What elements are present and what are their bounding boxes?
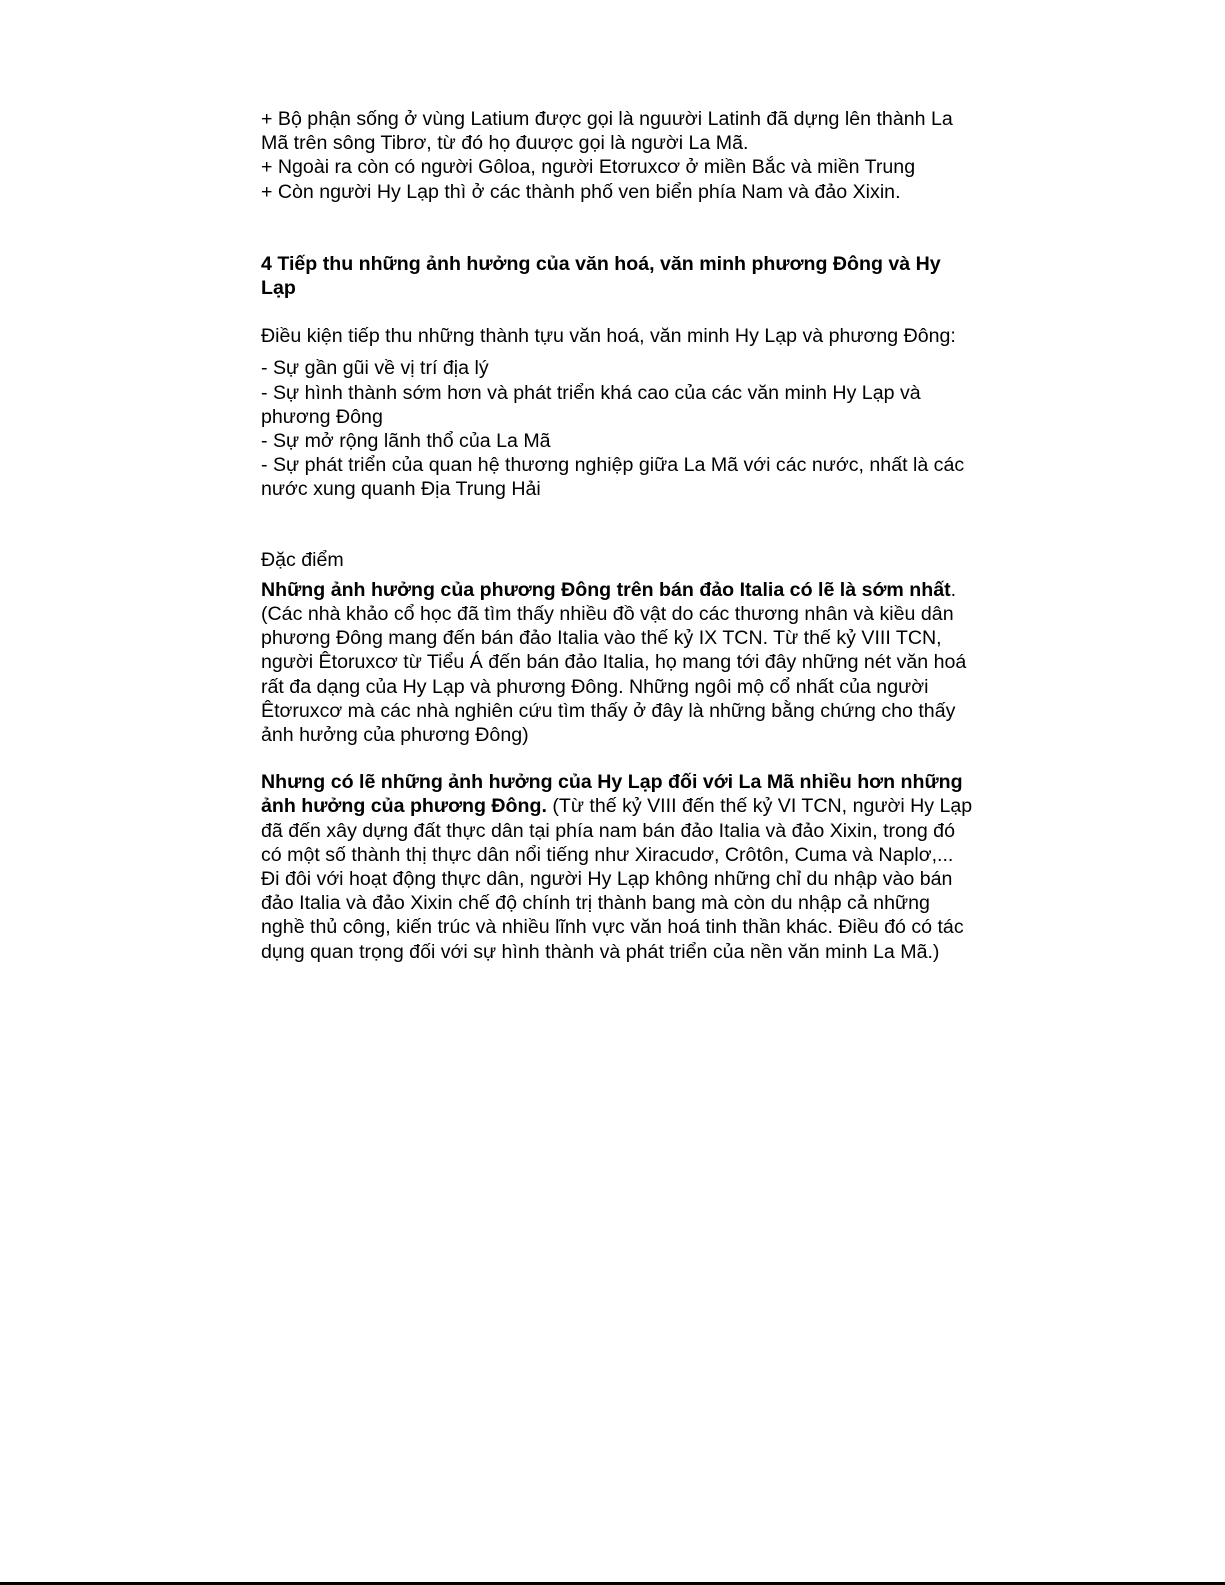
- paragraph-greek-text: (Từ thế kỷ VIII đến thế kỷ VI TCN, người Hy Lạp đã đến xây dựng đất thực dân tại phía nam bán đảo Italia và đảo Xixin, trong đó có một số thành thị thực dân nổi tiếng như Xiracudơ, Crôtôn, Cuma và Naplơ,... Đi đôi với hoạt động thực dân, người Hy Lạp không những chỉ du nhập vào bán đảo Italia và đảo Xixin chế độ chính trị thành bang mà còn du nhập cả những nghề thủ công, kiến trúc và nhiều lĩnh vực văn hoá tinh thần khác. Điều đó có tác dụng quan trọng đối với sự hình thành và phát triển của nền văn minh La Mã.): [261, 795, 973, 963]
- conditions-intro: Điều kiện tiếp thu những thành tựu văn hoá, văn minh Hy Lạp và phương Đông:: [261, 325, 956, 348]
- intro-line-latium: + Bộ phận sống ở vùng Latium được gọi là nguười Latinh đã dựng lên thành La Mã trên sông Tibrơ, từ đó họ đuược gọi là người La Mã.: [261, 108, 953, 155]
- condition-item: - Sự hình thành sớm hơn và phát triển khá cao của các văn minh Hy Lạp và phương Đông: [261, 381, 921, 428]
- paragraph-east-bold: Những ảnh hưởng của phương Đông trên bán đảo Italia có lẽ là sớm nhất: [261, 578, 951, 601]
- intro-line-greeks: + Còn người Hy Lạp thì ở các thành phố ven biển phía Nam và đảo Xixin.: [261, 180, 901, 203]
- condition-item: - Sự mở rộng lãnh thổ của La Mã: [261, 430, 551, 453]
- section-heading: 4 Tiếp thu những ảnh hưởng của văn hoá, văn minh phương Đông và Hy Lạp: [261, 252, 941, 300]
- intro-line-goloa: + Ngoài ra còn có người Gôloa, người Etơruxcơ ở miền Bắc và miền Trung: [261, 156, 916, 179]
- condition-item: - Sự gần gũi về vị trí địa lý: [261, 357, 489, 380]
- document-page: [261, 107, 973, 964]
- condition-item: - Sự phát triển của quan hệ thương nghiệp giữa La Mã với các nước, nhất là các nước xung quanh Địa Trung Hải: [261, 454, 965, 501]
- paragraph-greek-influence: [261, 770, 973, 964]
- paragraph-east-text: . (Các nhà khảo cổ học đã tìm thấy nhiều đồ vật do các thương nhân và kiều dân phương Đông mang đến bán đảo Italia vào thế kỷ IX TCN. Từ thế kỷ VIII TCN, người Êtoruxcơ từ Tiểu Á đến bán đảo Italia, họ mang tới đây những nét văn hoá rất đa dạng của Hy Lạp và phương Đông. Những ngôi mộ cổ nhất của người Êtơruxcơ mà các nhà nghiên cứu tìm thấy ở đây là những bằng chứng cho thấy ảnh hưởng của phương Đông): [261, 578, 967, 747]
- paragraph-east-influence: [261, 578, 973, 747]
- paragraph-greek-bold: Nhưng có lẽ những ảnh hưởng của Hy Lạp đối với La Mã nhiều hơn những ảnh hưởng của phương Đông.: [261, 771, 963, 818]
- features-label: Đặc điểm: [261, 548, 344, 571]
